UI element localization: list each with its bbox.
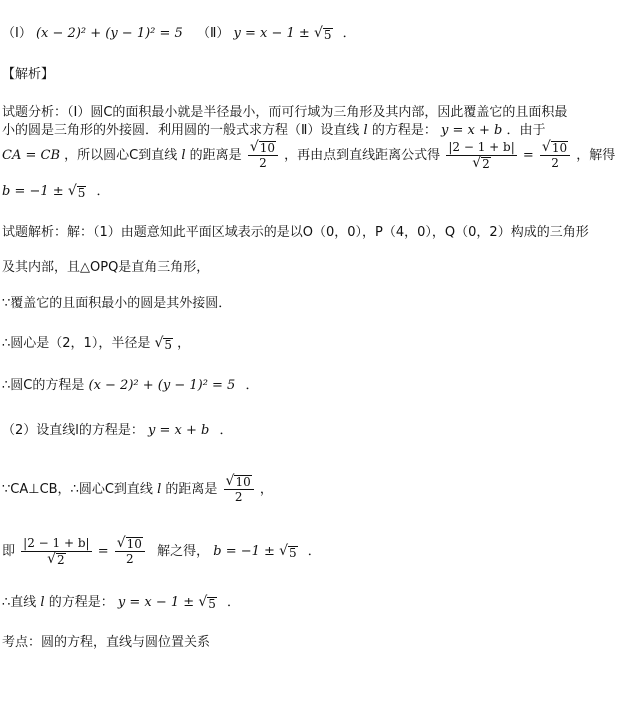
distance-fraction: |2 − 1 + b| √ 2: [448, 140, 515, 171]
solution-line-8: 即 |2 − 1 + b| √ 2 = √ 10 2 解之得， b = −1 ± √ 5 ．: [2, 535, 321, 567]
solution-line-6: （2）设直线l的方程是： y = x + b ．: [2, 423, 233, 438]
solution-line-9: ∴直线 l 的方程是： y = x − 1 ± √ 5 ．: [2, 594, 241, 611]
jiexi-heading: 【解析】: [2, 67, 55, 82]
solution-line-7: ∵CA⊥CB，∴圆心C到直线 l 的距离是 √ 10 2 ，: [2, 473, 273, 504]
part2-equation: y = x − 1 ±: [233, 26, 310, 41]
fraction-sqrt10-over-2: √ 10 2: [248, 140, 278, 171]
analysis-line-4: b = −1 ± √ 5 ．: [2, 183, 110, 200]
analysis-line-3: CA = CB ，所以圆心C到直线 l 的距离是 √ 10 2 ，再由点到直线距离公式得 |2 − 1 + b| √ 2 = √ 10 2 ，解得: [2, 139, 616, 171]
analysis-line-1: 试题分析：（Ⅰ）圆C的面积最小就是半径最小，而可行域为三角形及其内部，因此覆盖它的且面积最: [2, 105, 568, 120]
solution-line-5: ∴圆C的方程是 (x − 2)² + (y − 1)² = 5 ．: [2, 378, 259, 393]
analysis-line-2: 小的圆是三角形的外接圆．利用圆的一般式求方程（Ⅱ）设直线 l 的方程是： y = x + b ．由于: [2, 123, 546, 138]
kaodian-line: 考点：圆的方程，直线与圆位置关系: [2, 635, 211, 650]
part1-label: （Ⅰ）: [2, 26, 32, 41]
solution-line-1: 试题解析：解：（1）由题意知此平面区域表示的是以O（0，0），P（4，0），Q（0，2）构成的三角形: [2, 225, 589, 240]
answer-line: （Ⅰ） (x − 2)² + (y − 1)² = 5 （Ⅱ） y = x − 1 ± √ 5 ．: [2, 25, 356, 42]
solution-line-4: ∴圆心是（2，1），半径是 √ 5 ，: [2, 335, 191, 352]
part1-equation: (x − 2)² + (y − 1)² = 5: [35, 26, 183, 41]
solution-line-3: ∵覆盖它的且面积最小的圆是其外接圆．: [2, 296, 232, 311]
solution-line-2: 及其内部，且△OPQ是直角三角形，: [2, 260, 210, 275]
sqrt-5: √ 5: [313, 25, 332, 42]
part2-label: （Ⅱ）: [196, 26, 230, 41]
